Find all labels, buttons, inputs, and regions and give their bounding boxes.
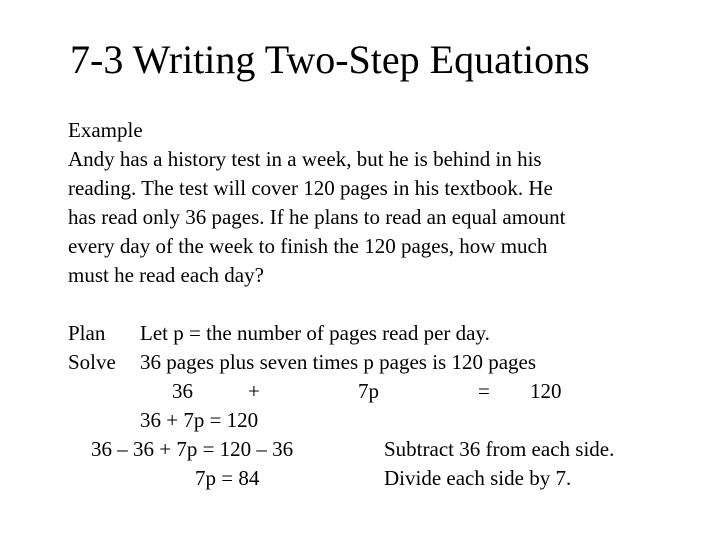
solve-label: Solve xyxy=(68,350,116,374)
problem-line: has read only 36 pages. If he plans to read an equal amount xyxy=(68,205,566,229)
word-equation: 36 pages plus seven times p pages is 120 pages xyxy=(140,350,537,374)
note-divide: Divide each side by 7. xyxy=(384,466,572,490)
problem-line: Andy has a history test in a week, but he is behind in his xyxy=(68,147,542,171)
translation-plus: + xyxy=(248,379,260,403)
translation-term-7p: 7p xyxy=(358,379,379,403)
problem-line: must he read each day? xyxy=(68,263,264,287)
note-subtract: Subtract 36 from each side. xyxy=(384,437,615,461)
example-label: Example xyxy=(68,118,143,142)
translation-term-36: 36 xyxy=(172,379,193,403)
step-subtract: 36 – 36 + 7p = 120 – 36 xyxy=(91,437,294,461)
step-divide: 7p = 84 xyxy=(195,466,260,490)
translation-equals: = xyxy=(478,379,490,403)
equation: 36 + 7p = 120 xyxy=(140,408,259,432)
problem-line: every day of the week to finish the 120 pages, how much xyxy=(68,234,548,258)
plan-label: Plan xyxy=(68,321,106,345)
problem-line: reading. The test will cover 120 pages in his textbook. He xyxy=(68,176,553,200)
plan-text: Let p = the number of pages read per day. xyxy=(140,321,490,345)
slide-title: 7-3 Writing Two-Step Equations xyxy=(70,37,590,82)
translation-result: 120 xyxy=(530,379,562,403)
